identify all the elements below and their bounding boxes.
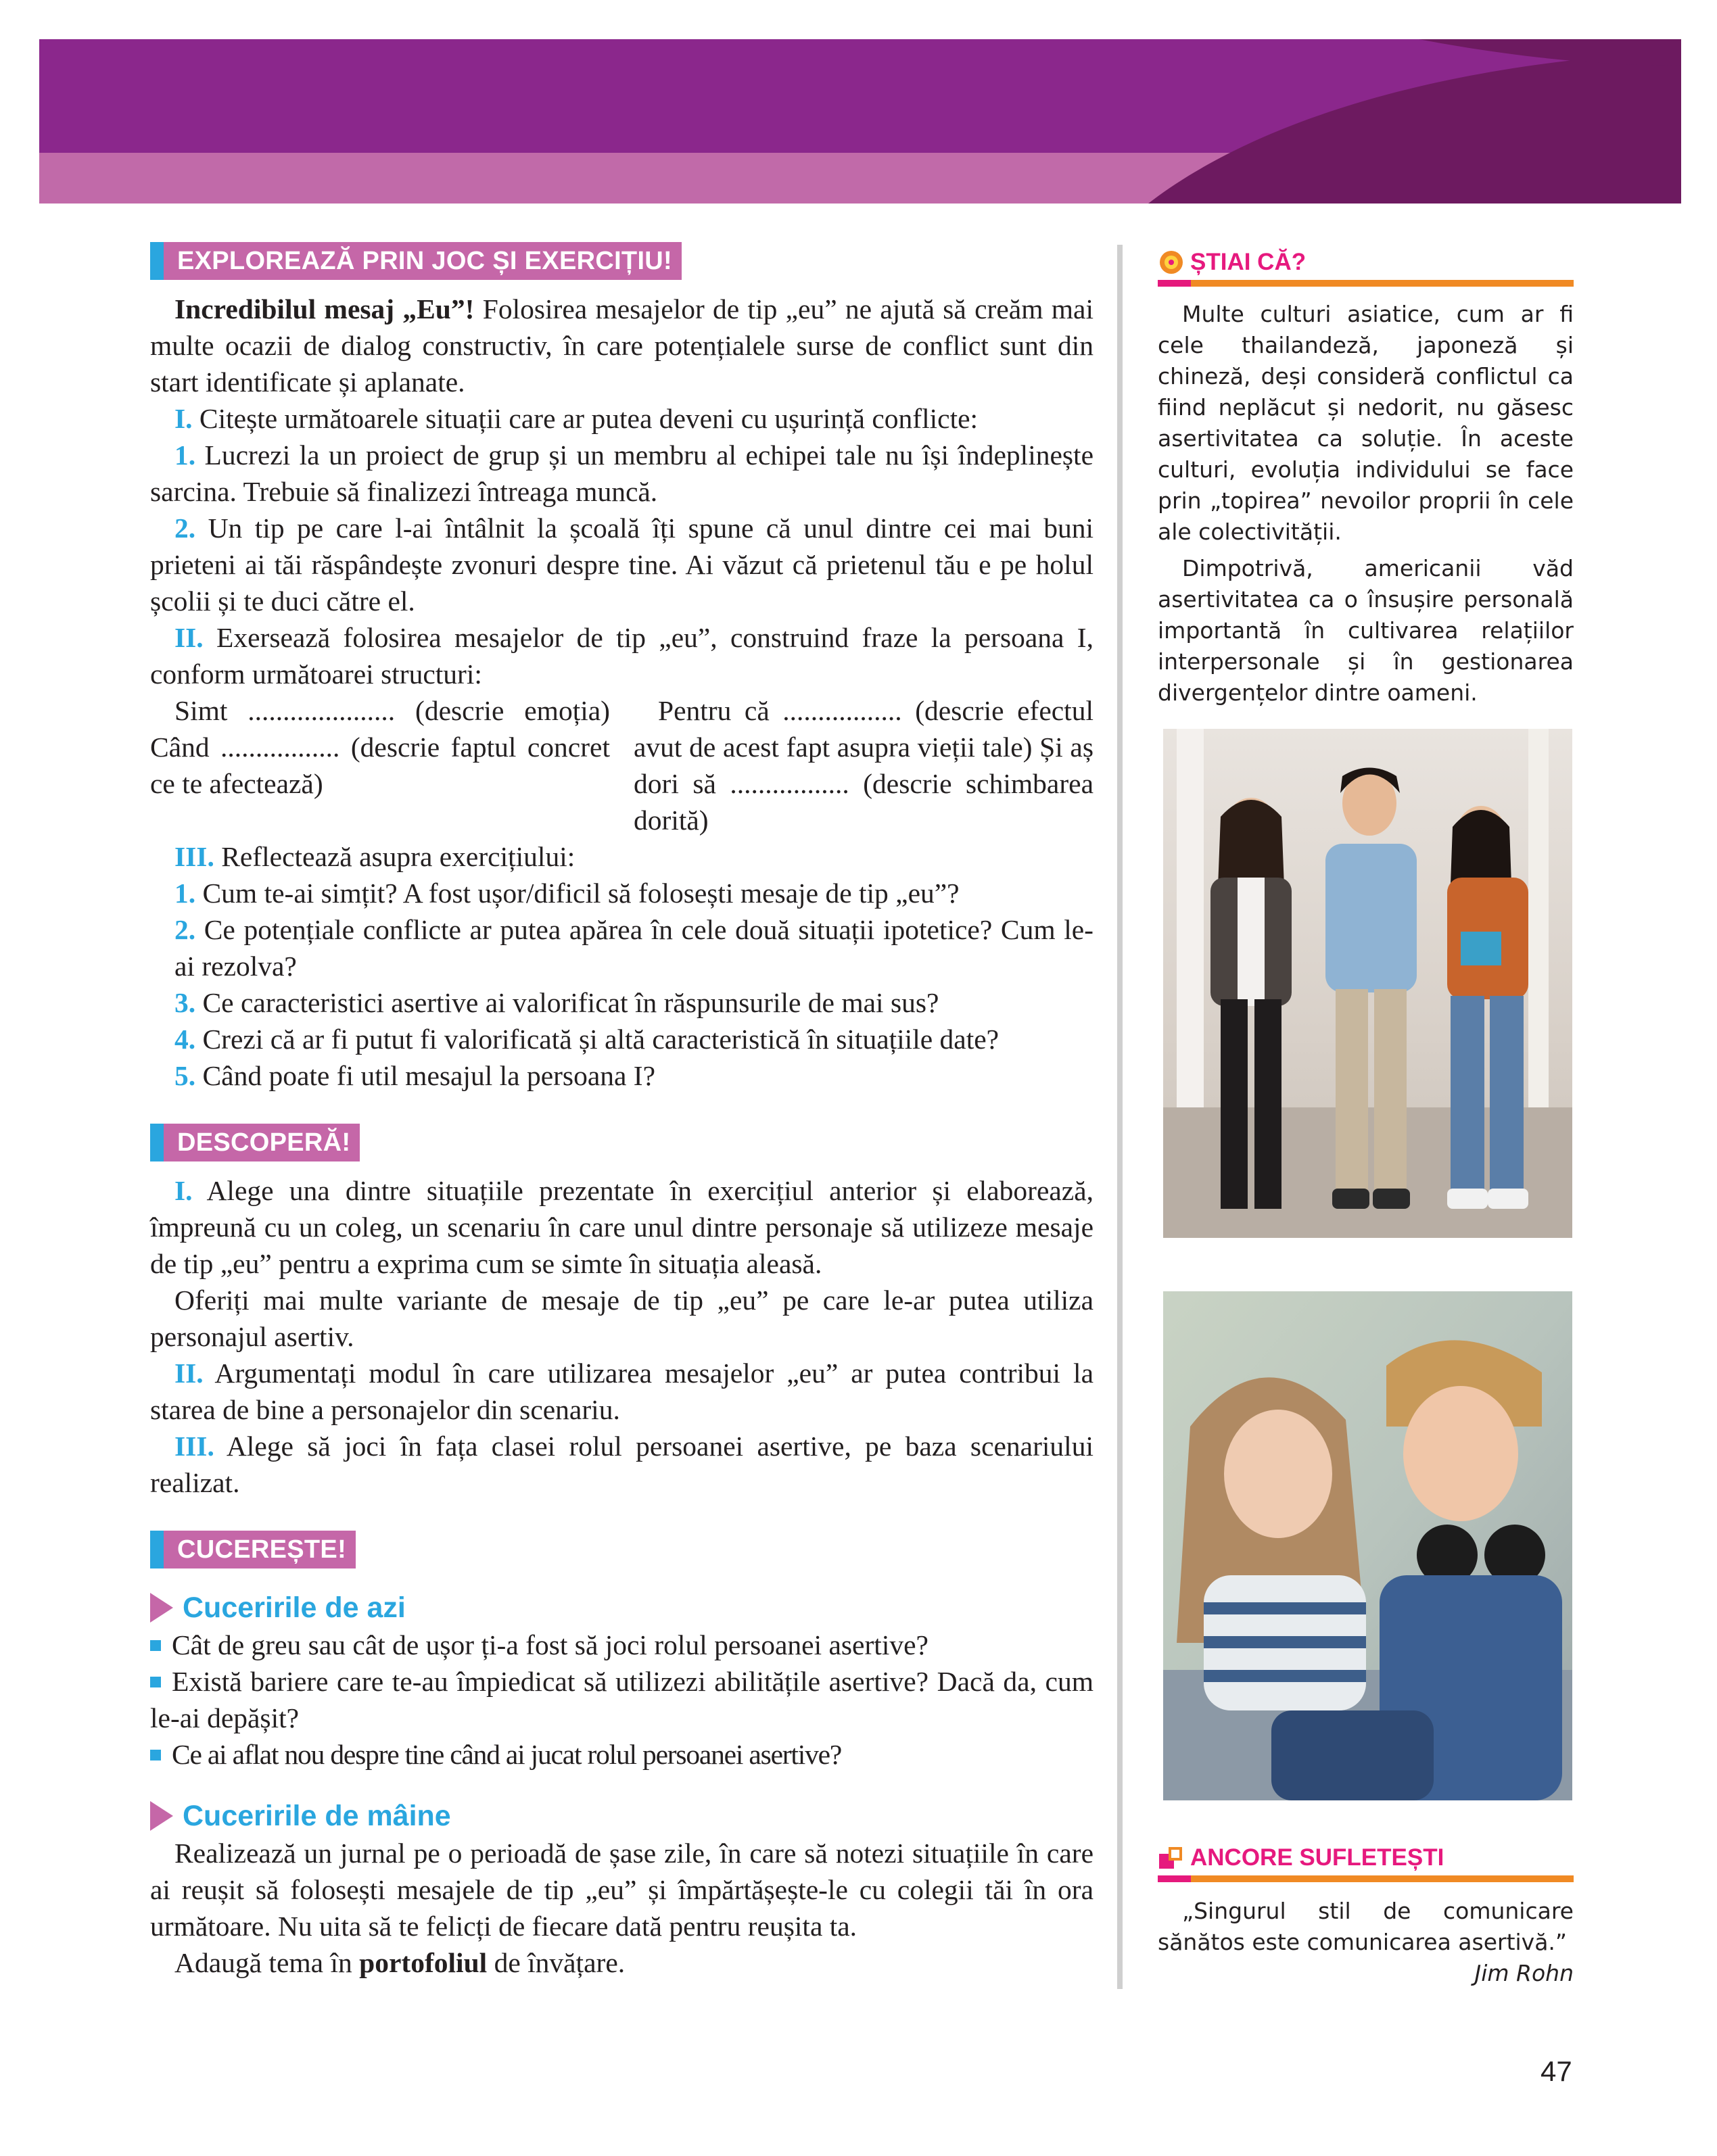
ancore-sufletesti-box	[1158, 1840, 1574, 1989]
instruction-II: II. Exersează folosirea mesajelor de tip „eu”, construind fraze la persoana I, conform următoarei structuri:	[150, 622, 1093, 690]
subheading-cuceririle-maine: Cuceririle de mâine	[150, 1797, 1093, 1835]
question-4: 4. Crezi că ar fi putut fi valorificată și altă caracteristică în situațiile date?	[174, 1024, 999, 1055]
question-2: 2. Ce potențiale conflicte ar putea apărea în cele două situații ipotetice? Cum le-ai rezolva?	[174, 914, 1093, 982]
triangle-icon	[150, 1593, 173, 1623]
ancore-underline	[1158, 1875, 1574, 1882]
stiai-paragraph-1: Multe culturi asiatice, cum ar fi cele thailandeză, japoneză și chineză, deși consideră conflictul ca fiind neplăcut și nedorit, nu găsesc asertivitatea ca soluție. În aceste culturi, evoluția individului se face prin „topirea” nevoilor proprii în cele ale colectivității.	[1158, 301, 1574, 545]
question-3: 3. Ce caracteristici asertive ai valorificat în răspunsurile de mai sus?	[174, 987, 939, 1018]
page-number: 47	[1540, 2055, 1572, 2087]
section-banner-descopera: DESCOPERĂ!	[150, 1124, 360, 1161]
square-bullet-icon	[150, 1750, 161, 1760]
subheading-cuceririle-azi: Cuceririle de azi	[150, 1589, 1093, 1627]
section-banner-exploreaza: EXPLOREAZĂ PRIN JOC ȘI EXERCIȚIU!	[150, 242, 682, 280]
message-structure	[150, 692, 1093, 838]
triangle-icon	[150, 1801, 173, 1831]
column-divider	[1117, 245, 1123, 1989]
quote-author: Jim Rohn	[1474, 1960, 1574, 1986]
structure-left: Simt ..................... (descrie emoția) Când ................. (descrie faptul concret ce te afectează)	[150, 695, 610, 799]
intro-paragraph: Incredibilul mesaj „Eu”! Folosirea mesajelor de tip „eu” ne ajută să creăm mai multe ocazii de dialog constructiv, în care potențialele surse de conflict sunt din start identificate și aplanate.	[150, 293, 1093, 398]
discover-I: I. Alege una dintre situațiile prezentate în exercițiul anterior și elaborează, împreună cu un coleg, un scenariu în care unul dintre personaje să utilizeze mesaje de tip „eu” pentru a exprima cum se simte în situația aleasă.	[150, 1175, 1093, 1279]
discover-p2: Oferiți mai multe variante de mesaje de tip „eu” pe care le-ar putea utiliza personajul asertiv.	[150, 1285, 1093, 1352]
instruction-III: III. Reflectează asupra exercițiului:	[174, 841, 575, 872]
question-1: 1. Cum te-ai simțit? A fost ușor/dificil să folosești mesaje de tip „eu”?	[174, 878, 960, 909]
square-bullet-icon	[150, 1677, 161, 1687]
question-5: 5. Când poate fi util mesajul la persoana I?	[174, 1060, 656, 1091]
bullet-1: Cât de greu sau cât de ușor ți-a fost să joci rolul persoanei asertive?	[150, 1627, 1093, 1663]
stiai-ca-title: ȘTIAI CĂ?	[1190, 249, 1307, 275]
lightbulb-icon	[1158, 249, 1185, 276]
stiai-paragraph-2: Dimpotrivă, americanii văd asertivitatea ca o însușire personală importantă în cultivarea relațiilor interpersonale și în gestionarea divergențelor dintre oameni.	[1158, 555, 1574, 706]
photo-teens-talking	[1163, 1291, 1572, 1800]
ancore-title: ANCORE SUFLETEȘTI	[1190, 1844, 1444, 1871]
structure-right: Pentru că ................. (descrie efectul avut de acest fapt asupra vieții tale) Și aș dori să ................. (descrie schimbarea dorită)	[634, 695, 1093, 836]
situation-2: 2. Un tip pe care l-ai întâlnit la școală îți spune că unul dintre cei mai buni prieteni ai tăi răspândește zvonuri despre tine. Ai văzut că prietenul tău e pe holul școlii și te duci către el.	[150, 512, 1093, 617]
bullet-2: Există bariere care te-au împiedicat să utilizezi abilitățile asertive? Dacă da, cum le-ai depășit?	[150, 1666, 1093, 1733]
main-column	[150, 237, 1093, 1981]
stiai-underline	[1158, 280, 1574, 287]
situation-1: 1. Lucrezi la un proiect de grup și un membru al echipei tale nu își îndeplinește sarcina. Trebuie să finalizezi întreaga muncă.	[150, 439, 1093, 507]
portfolio-line: Adaugă tema în portofoliul de învățare.	[174, 1947, 626, 1978]
header-band	[39, 39, 1681, 203]
tomorrow-paragraph: Realizează un jurnal pe o perioadă de șase zile, în care să notezi situațiile în care ai reușit să folosești mesajele de tip „eu” și împărtășește-le cu colegii tăi în ora următoare. Nu uita să te felicți de fiecare dată pentru reușita ta.	[150, 1838, 1093, 1942]
photo-students-walking	[1163, 729, 1572, 1238]
discover-II: II. Argumentați modul în care utilizarea mesajelor „eu” ar putea contribui la starea de bine a personajelor din scenariu.	[150, 1358, 1093, 1425]
square-bullet-icon	[150, 1640, 161, 1651]
ancore-quote: „Singurul stil de comunicare sănătos este comunicarea asertivă.”	[1158, 1898, 1574, 1955]
stiai-ca-box	[1158, 245, 1574, 709]
discover-III: III. Alege să joci în fața clasei rolul persoanei asertive, pe baza scenariului realizat.	[150, 1431, 1093, 1498]
bullet-3: Ce ai aflat nou despre tine când ai jucat rolul persoanei asertive?	[150, 1736, 1093, 1773]
anchor-badge-icon	[1158, 1844, 1185, 1871]
section-banner-cucereste: CUCEREȘTE!	[150, 1531, 356, 1568]
instruction-I: I. Citește următoarele situații care ar putea deveni cu ușurință conflicte:	[174, 403, 979, 434]
